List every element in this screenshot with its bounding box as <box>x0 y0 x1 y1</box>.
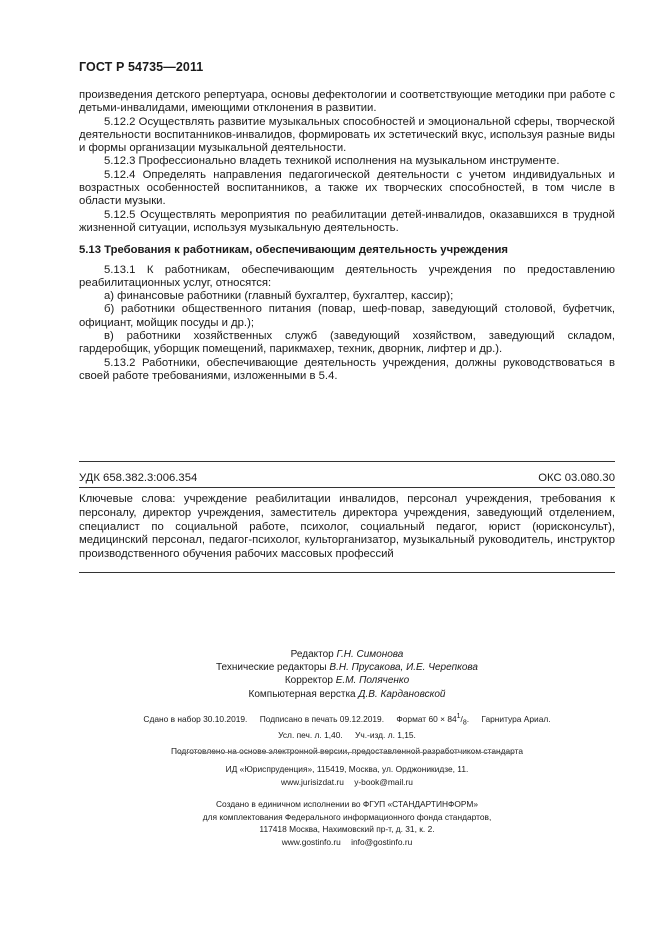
produced-line-3: 117418 Москва, Нахимовский пр-т, д. 31, к. 2. <box>259 824 435 835</box>
classification-row <box>79 472 615 484</box>
paragraph-5-12-5: 5.12.5 Осуществлять мероприятия по реабилитации детей-инвалидов, оказавшихся в трудной жизненной ситуации, используя музыкальную деятельность. <box>79 208 615 234</box>
produced-line-2: для комплектования Федерального информационного фонда стандартов, <box>202 811 492 822</box>
oks-code: ОКС 03.080.30 <box>538 472 615 484</box>
keywords: Ключевые слова: учреждение реабилитации инвалидов, персонал учреждения, требования к персоналу, директор учреждения, заместитель директора учреждения, заведующий отделением, специалист по социальной работе, психолог, социальный педагог, юрист (юрисконсульт), медицинский персонал, педагог-психолог, культорганизатор, музыкальный руководитель, инструктор производственного обучения рабочих массовых профессий <box>79 493 615 561</box>
imprint-line-2: Усл. печ. л. 1,40. Уч.-изд. л. 1,15. <box>278 730 416 741</box>
publisher-email[interactable]: y-book@mail.ru <box>354 776 413 787</box>
list-item-b: б) работники общественного питания (повар, шеф-повар, заведующий столовой, буфетчик, официант, мойщик посуды и др.); <box>79 303 615 329</box>
produced-line-1: Создано в единичном исполнении во ФГУП «СТАНДАРТИНФОРМ» <box>215 799 479 809</box>
divider-bottom <box>79 572 615 573</box>
imprint-divider <box>175 752 515 753</box>
list-item-v: в) работники хозяйственных служб (заведующий хозяйством, заведующий складом, гардеробщик, уборщик помещений, парикмахер, техник, дворник, лифтер и др.). <box>79 330 615 356</box>
credits-block <box>79 648 615 701</box>
paragraph-5-12-3: 5.12.3 Профессионально владеть техникой исполнения на музыкальном инструменте. <box>104 155 560 168</box>
credit-tech-editors: Технические редакторы В.Н. Прусакова, И.Е. Черепкова <box>215 662 478 674</box>
produced-email[interactable]: info@gostinfo.ru <box>351 836 413 847</box>
publisher-contacts <box>79 776 615 789</box>
paragraph-5-12-4: 5.12.4 Определять направления педагогической деятельности с учетом индивидуальных и возрастных особенностей воспитанников, а также их творческих способностей, в том числе в области музыки. <box>79 168 615 208</box>
credit-layout: Компьютерная верстка Д.В. Кардановской <box>248 688 446 700</box>
list-item-a: а) финансовые работники (главный бухгалтер, бухгалтер, кассир); <box>104 290 454 303</box>
imprint-line-1: Сдано в набор 30.10.2019. Подписано в печать 09.12.2019. Формат $60 \times 84^1/_8$. Гарнитура Ариал. <box>143 713 551 727</box>
divider-middle <box>79 487 615 488</box>
credit-proofreader: Корректор Е.М. Поляченко <box>284 675 410 687</box>
publisher-address: ИД «Юриспруденция», 115419, Москва, ул. Орджоникидзе, 11. <box>225 764 469 774</box>
main-body <box>79 89 615 383</box>
paragraph-5-13-1: 5.13.1 К работникам, обеспечивающим деятельность учреждения по предоставлению реабилитационных услуг, относятся: <box>79 263 615 289</box>
produced-block <box>79 798 615 848</box>
section-heading-5-13: 5.13 Требования к работникам, обеспечивающим деятельность учреждения <box>79 244 509 257</box>
standard-code: ГОСТ Р 54735—2011 <box>79 60 204 74</box>
produced-website[interactable]: www.gostinfo.ru <box>281 836 341 847</box>
udk-code: УДК 658.382.3:006.354 <box>79 472 198 484</box>
paragraph-5-12-2: 5.12.2 Осуществлять развитие музыкальных способностей и эмоциональной сферы, творческой деятельности воспитанников-инвалидов, формировать их эстетический вкус, используя разные виды и формы организации музыкальной деятельности. <box>79 115 615 155</box>
imprint-prepared: Подготовлено на основе электронной версии, предоставленной разработчиком стандарта <box>170 746 524 757</box>
publisher-block <box>79 763 615 788</box>
divider-top <box>79 461 615 462</box>
publisher-website[interactable]: www.jurisizdat.ru <box>281 776 344 787</box>
credit-editor: Редактор Г.Н. Симонова <box>290 649 404 660</box>
produced-contacts <box>79 836 615 849</box>
paragraph-5-13-2: 5.13.2 Работники, обеспечивающие деятельность учреждения, должны руководствоваться в своей работе требованиями, изложенными в 5.4. <box>79 356 615 382</box>
paragraph-continuation: произведения детского репертуара, основы дефектологии и соответствующие методики при работе с детьми-инвалидами, имеющими отклонения в развитии. <box>79 89 615 115</box>
